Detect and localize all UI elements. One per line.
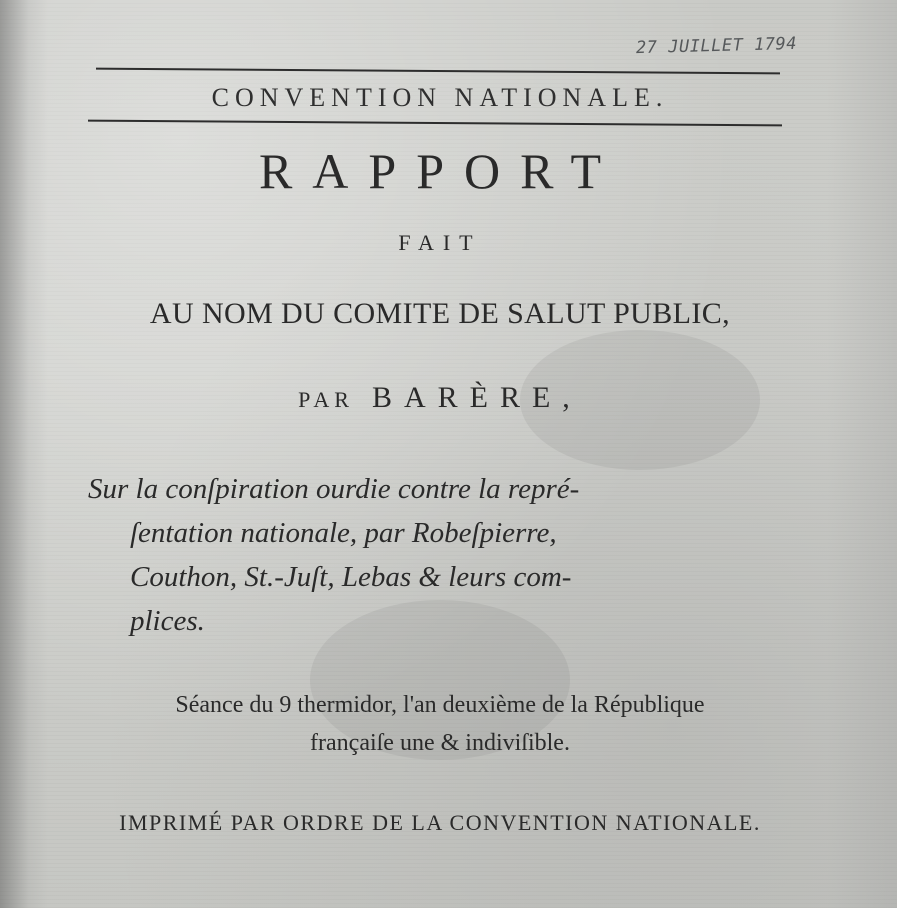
seance-line: françaiſe une & indiviſible. (310, 730, 570, 756)
subject-paragraph (88, 467, 790, 643)
seance-line: Séance du 9 thermidor, l'an deuxième de la République (175, 692, 705, 718)
author-name: BARÈRE, (371, 381, 582, 414)
author-line (90, 381, 790, 415)
seance-block (80, 686, 800, 762)
subject-line: Couthon, St.-Juſt, Lebas & leurs com- (130, 561, 572, 593)
par-word: PAR (298, 387, 354, 412)
subject-line: ſentation nationale, par Robeſpierre, (130, 517, 557, 549)
subject-line: plices. (130, 605, 205, 637)
subject-line: Sur la conſpiration ourdie contre la repré- (88, 473, 580, 505)
fait-line: FAIT (398, 230, 482, 255)
convention-header: CONVENTION NATIONALE. (211, 83, 669, 112)
committee-line: AU NOM DU COMITE DE SALUT PUBLIC, (149, 297, 731, 330)
handwritten-date: 27 JUILLET 1794 (635, 33, 798, 59)
imprint-line: IMPRIMÉ PAR ORDRE DE LA CONVENTION NATIONALE. (119, 810, 761, 835)
header-rule-top (96, 68, 780, 75)
document-title: RAPPORT (258, 143, 622, 199)
header-rule-bottom (88, 120, 782, 127)
